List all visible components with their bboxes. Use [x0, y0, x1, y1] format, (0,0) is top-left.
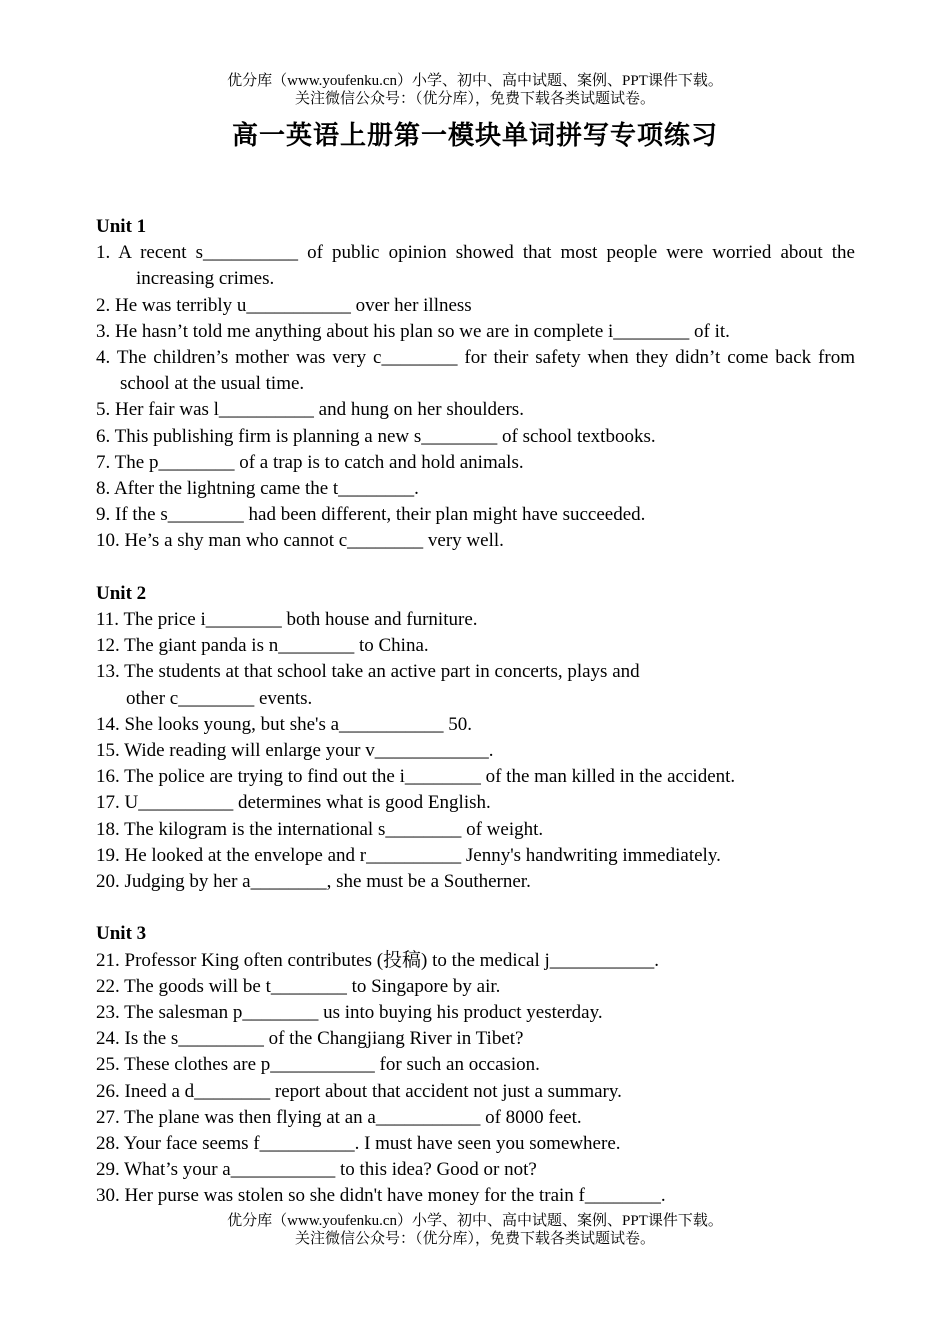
question-item: 15. Wide reading will enlarge your v____________.	[96, 740, 494, 762]
question-item: 23. The salesman p________ us into buying his product yesterday.	[96, 1002, 603, 1024]
question-item: 28. Your face seems f__________. I must have seen you somewhere.	[96, 1133, 621, 1155]
section-spacer	[96, 555, 855, 581]
question-item: 30. Her purse was stolen so she didn't have money for the train f________.	[96, 1185, 666, 1207]
question-item: 7. The p________ of a trap is to catch and hold animals.	[96, 451, 524, 473]
question-item: 19. He looked at the envelope and r__________ Jenny's handwriting immediately.	[96, 844, 721, 866]
question-item: 20. Judging by her a________, she must be a Southerner.	[96, 871, 531, 893]
question-item: 18. The kilogram is the international s________ of weight.	[96, 818, 544, 840]
unit-heading: Unit 3	[96, 923, 147, 945]
page-footer-line-1: 优分库（www.youfenku.cn）小学、初中、高中试题、案例、PPT课件下载。	[227, 1213, 723, 1229]
page-title: 高一英语上册第一模块单词拼写专项练习	[231, 121, 718, 150]
question-item: 24. Is the s_________ of the Changjiang River in Tibet?	[96, 1028, 524, 1050]
unit-heading: Unit 2	[96, 582, 147, 604]
exercise-body	[96, 214, 855, 1210]
section-spacer	[96, 895, 855, 921]
question-item: 4. The children’s mother was very c________ for their safety when they didn’t come back from school at the usual time.	[96, 347, 855, 395]
page-header-line-1: 优分库（www.youfenku.cn）小学、初中、高中试题、案例、PPT课件下载。	[227, 73, 723, 89]
question-item: 10. He’s a shy man who cannot c________ very well.	[96, 530, 504, 552]
question-item: 26. Ineed a d________ report about that accident not just a summary.	[96, 1080, 622, 1102]
page-footer-line-2: 关注微信公众号：（优分库），免费下载各类试题试卷。	[294, 1231, 655, 1247]
question-item: 11. The price i________ both house and furniture.	[96, 609, 478, 631]
question-item: 3. He hasn’t told me anything about his plan so we are in complete i________ of it.	[96, 320, 730, 342]
question-item: 27. The plane was then flying at an a___________ of 8000 feet.	[96, 1106, 582, 1128]
question-item-continuation: other c________ events.	[126, 687, 313, 709]
question-item: 21. Professor King often contributes (投稿) to the medical j___________.	[96, 949, 660, 971]
question-item: 25. These clothes are p___________ for such an occasion.	[96, 1054, 540, 1076]
unit-1-section	[96, 214, 855, 555]
question-item: 8. After the lightning came the t________.	[96, 478, 419, 500]
question-item: 29. What’s your a___________ to this idea? Good or not?	[96, 1159, 537, 1181]
question-item: 9. If the s________ had been different, their plan might have succeeded.	[96, 504, 646, 526]
page-header-line-2: 关注微信公众号：（优分库），免费下载各类试题试卷。	[294, 91, 655, 107]
question-item: 12. The giant panda is n________ to China.	[96, 635, 429, 657]
question-item: 6. This publishing firm is planning a new s________ of school textbooks.	[96, 425, 656, 447]
question-item: 2. He was terribly u___________ over her illness	[96, 294, 472, 316]
unit-heading: Unit 1	[96, 216, 147, 237]
question-item: 13. The students at that school take an active part in concerts, plays and	[96, 661, 640, 683]
question-item: 22. The goods will be t________ to Singapore by air.	[96, 975, 501, 997]
question-item: 5. Her fair was l__________ and hung on her shoulders.	[96, 399, 524, 421]
question-item: 16. The police are trying to find out the i________ of the man killed in the accident.	[96, 766, 736, 788]
unit-3-section	[96, 921, 855, 1209]
question-item: 17. U__________ determines what is good English.	[96, 792, 491, 814]
question-item: 1. A recent s__________ of public opinion showed that most people were worried about the increasing crimes.	[96, 242, 855, 290]
unit-2-section	[96, 581, 855, 895]
question-item: 14. She looks young, but she's a___________ 50.	[96, 713, 473, 735]
